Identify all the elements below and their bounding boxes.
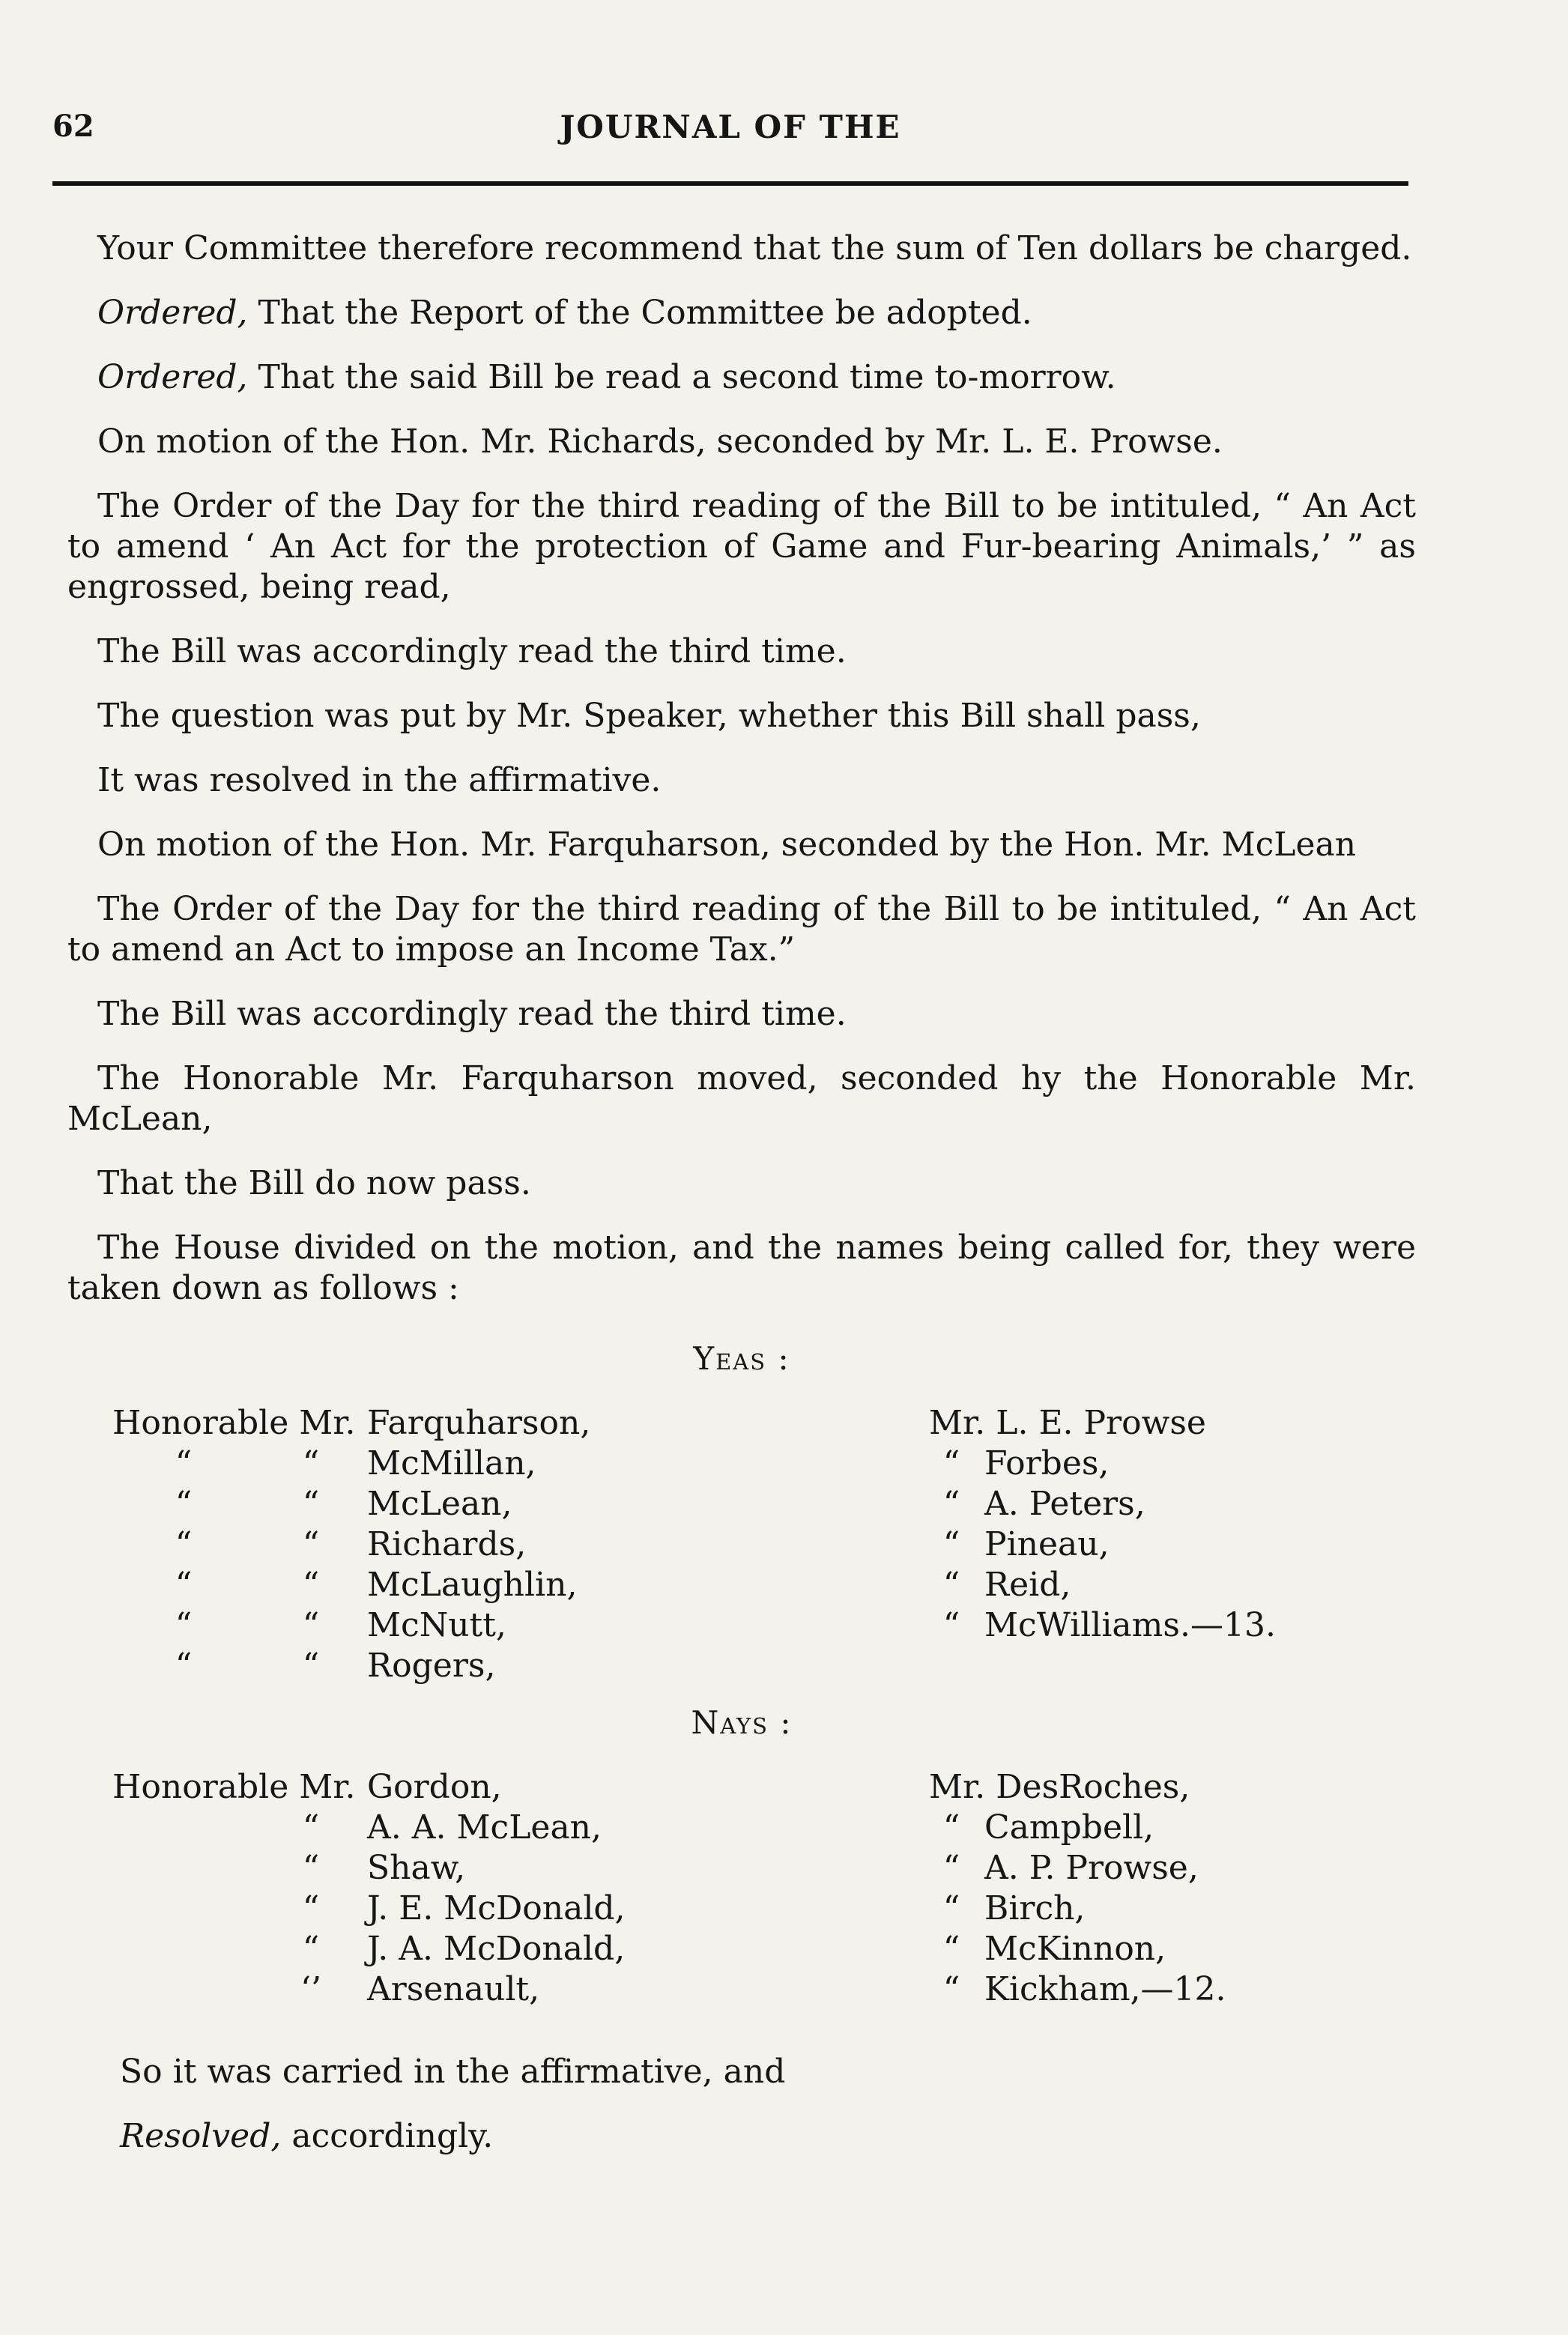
- member-name: Pineau,: [984, 1525, 1110, 1563]
- member-name: Richards,: [367, 1525, 527, 1563]
- ditto-mark: “: [942, 1566, 960, 1604]
- yea-entry: [112, 1403, 787, 1444]
- journal-body: [67, 228, 1416, 2181]
- yea-entry: [112, 1646, 787, 1686]
- header-rule: [52, 181, 1408, 186]
- yeas-list: [67, 1403, 1416, 1685]
- ditto-mark: “: [302, 1889, 320, 1927]
- nay-entry: [112, 1929, 787, 1969]
- yea-entry: [929, 1524, 1393, 1565]
- ditto-mark: “: [175, 1606, 193, 1644]
- ditto-mark: “: [302, 1606, 320, 1644]
- member-name: McMillan,: [367, 1444, 536, 1483]
- nay-entry: [112, 1889, 787, 1929]
- member-name: Farquharson,: [367, 1404, 591, 1442]
- ditto-mark: “: [942, 1444, 960, 1483]
- yeas-left-column: [112, 1403, 787, 1686]
- nays-left-column: [112, 1767, 787, 2010]
- member-name: DesRoches,: [996, 1768, 1190, 1806]
- member-name: J. E. McDonald,: [367, 1889, 626, 1927]
- name-prefix: Mr.: [929, 1768, 986, 1806]
- yea-entry: [112, 1484, 787, 1524]
- paragraph: [67, 357, 1416, 398]
- ditto-mark: “: [175, 1566, 193, 1604]
- nay-entry: [929, 1929, 1393, 1969]
- nay-entry: [929, 1808, 1393, 1848]
- yea-entry: [929, 1605, 1393, 1646]
- paragraph: [67, 889, 1416, 970]
- ditto-marks: [112, 1565, 367, 1605]
- ditto-mark: “: [942, 1525, 960, 1563]
- member-name: Forbes,: [984, 1444, 1110, 1483]
- paragraph: [67, 1228, 1416, 1309]
- member-name: McKinnon,: [984, 1930, 1166, 1968]
- nays-title: Nays :: [691, 1704, 793, 1741]
- ditto-mark: “: [942, 1889, 960, 1927]
- member-name: L. E. Prowse: [996, 1404, 1206, 1442]
- member-name: A. A. McLean,: [367, 1808, 602, 1847]
- name-prefix: Honorable Mr.: [112, 1768, 356, 1806]
- member-name: McLaughlin,: [367, 1566, 578, 1604]
- ditto-mark: “: [302, 1849, 320, 1887]
- paragraph-text: That the Bill do now pass.: [97, 1164, 531, 1202]
- member-name: Campbell,: [984, 1808, 1154, 1847]
- paragraph: [67, 228, 1416, 269]
- ditto-mark: “: [942, 1849, 960, 1887]
- ditto-marks: [112, 1889, 367, 1929]
- ditto-marks: [112, 1646, 367, 1686]
- nay-entry: [929, 1767, 1393, 1808]
- member-name: Gordon,: [367, 1768, 502, 1806]
- nay-entry: [112, 1969, 787, 2010]
- ditto-marks: [112, 1848, 367, 1889]
- running-head: JOURNAL OF THE: [560, 109, 901, 145]
- paragraph: [67, 994, 1416, 1035]
- paragraph: [67, 825, 1416, 865]
- nay-entry: [112, 1848, 787, 1889]
- carried-statement: So it was carried in the affirmative, and: [120, 2053, 786, 2091]
- ditto-marks: [112, 1969, 367, 2010]
- member-name: A. P. Prowse,: [984, 1849, 1199, 1887]
- member-name: J. A. McDonald,: [367, 1930, 626, 1968]
- paragraph: [67, 760, 1416, 801]
- paragraph: [67, 293, 1416, 333]
- ditto-mark: “: [175, 1444, 193, 1483]
- nay-entry: [112, 1808, 787, 1848]
- paragraph-text: Your Committee therefore recommend that the sum of Ten dollars be charged.: [97, 229, 1412, 267]
- nay-entry: [929, 1848, 1393, 1889]
- yea-entry: [112, 1524, 787, 1565]
- nays-right-column: [929, 1767, 1393, 2010]
- ditto-marks: [112, 1605, 367, 1646]
- ditto-mark: ‘’: [300, 1970, 321, 2008]
- paragraph-text: It was resolved in the affirmative.: [97, 761, 662, 799]
- ditto-mark: “: [942, 1808, 960, 1847]
- paragraph-text: The House divided on the motion, and the names being called for, they were taken down as follows :: [67, 1229, 1416, 1307]
- yea-entry: [112, 1605, 787, 1646]
- resolved-statement: [120, 2116, 1416, 2157]
- ditto-marks: [112, 1484, 367, 1524]
- paragraph-text: That the said Bill be read a second time to-morrow.: [247, 358, 1116, 396]
- member-name: McNutt,: [367, 1606, 506, 1644]
- paragraph-text: On motion of the Hon. Mr. Richards, seconded by Mr. L. E. Prowse.: [97, 423, 1223, 461]
- closing-block: [120, 2052, 1416, 2157]
- ditto-mark: “: [942, 1970, 960, 2008]
- paragraph: [67, 1059, 1416, 1139]
- member-name: A. Peters,: [984, 1485, 1145, 1523]
- nay-entry: [929, 1889, 1393, 1929]
- paragraph-lead: Ordered,: [97, 358, 248, 396]
- nay-entry: [112, 1767, 787, 1808]
- yea-entry: [929, 1565, 1393, 1605]
- nay-entry: [929, 1969, 1393, 2010]
- ditto-mark: “: [942, 1606, 960, 1644]
- member-name: McWilliams.—13.: [984, 1606, 1276, 1644]
- yeas-right-column: [929, 1403, 1393, 1646]
- page-number: 62: [52, 109, 94, 144]
- yea-entry: [929, 1444, 1393, 1484]
- member-name: Kickham,—12.: [984, 1970, 1226, 2008]
- paragraph-text: On motion of the Hon. Mr. Farquharson, seconded by the Hon. Mr. McLean: [97, 826, 1357, 864]
- member-name: Arsenault,: [367, 1970, 540, 2008]
- name-prefix: Mr.: [929, 1404, 986, 1442]
- ditto-mark: “: [302, 1485, 320, 1523]
- paragraph-text: The Bill was accordingly read the third time.: [97, 995, 847, 1033]
- yea-entry: [929, 1484, 1393, 1524]
- resolved-lead: Resolved,: [120, 2117, 282, 2155]
- paragraph-text: The Honorable Mr. Farquharson moved, seconded hy the Honorable Mr. McLean,: [67, 1059, 1416, 1138]
- ditto-mark: “: [175, 1647, 193, 1685]
- paragraph: [67, 486, 1416, 608]
- member-name: Birch,: [984, 1889, 1086, 1927]
- paragraph-text: The Bill was accordingly read the third time.: [97, 632, 847, 670]
- member-name: Reid,: [984, 1566, 1071, 1604]
- ditto-mark: “: [942, 1485, 960, 1523]
- ditto-mark: “: [302, 1930, 320, 1968]
- ditto-marks: [112, 1444, 367, 1484]
- member-name: Shaw,: [367, 1849, 466, 1887]
- ditto-mark: “: [175, 1525, 193, 1563]
- ditto-mark: “: [942, 1930, 960, 1968]
- page-header: [52, 109, 1408, 154]
- resolved-text: accordingly.: [281, 2117, 494, 2155]
- paragraph: [67, 1163, 1416, 1204]
- ditto-mark: “: [302, 1647, 320, 1685]
- ditto-mark: “: [302, 1566, 320, 1604]
- yea-entry: [929, 1403, 1393, 1444]
- ditto-mark: “: [302, 1525, 320, 1563]
- paragraph-lead: Ordered,: [97, 294, 248, 332]
- paragraph: [67, 422, 1416, 462]
- yea-entry: [112, 1565, 787, 1605]
- paragraph-text: That the Report of the Committee be adopted.: [247, 294, 1032, 332]
- nays-list: [67, 1767, 1416, 2037]
- paragraph-text: The Order of the Day for the third reading of the Bill to be intituled, “ An Act to amend an Act to impose an Income Tax.”: [67, 890, 1416, 969]
- paragraph: [67, 632, 1416, 672]
- ditto-marks: [112, 1929, 367, 1969]
- paragraph: [67, 696, 1416, 736]
- name-prefix: Honorable Mr.: [112, 1404, 356, 1442]
- ditto-marks: [112, 1808, 367, 1848]
- ditto-mark: “: [175, 1485, 193, 1523]
- yea-entry: [112, 1444, 787, 1484]
- paragraph-text: The Order of the Day for the third reading of the Bill to be intituled, “ An Act to amend ‘ An Act for the protection of Game and Fur-bearing Animals,’ ” as engrossed, being read,: [67, 487, 1416, 606]
- yeas-title: Yeas :: [693, 1340, 790, 1377]
- member-name: McLean,: [367, 1485, 512, 1523]
- member-name: Rogers,: [367, 1647, 496, 1685]
- ditto-mark: “: [302, 1444, 320, 1483]
- ditto-marks: [112, 1524, 367, 1565]
- ditto-mark: “: [302, 1808, 320, 1847]
- paragraph-text: The question was put by Mr. Speaker, whether this Bill shall pass,: [97, 697, 1201, 735]
